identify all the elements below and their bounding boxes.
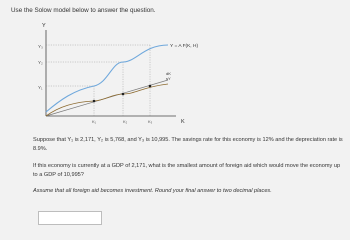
steady-state-point-k3: [149, 85, 152, 88]
question-intro: Use the Solow model below to answer the question.: [11, 7, 156, 14]
depreciation-label: dK: [166, 71, 171, 76]
question-paragraph-3: Assume that all foreign aid becomes investment. Round your final answer to two decimal places.: [33, 188, 272, 194]
x-tick-k3: K₃: [148, 119, 153, 124]
x-axis-label: K: [181, 119, 185, 125]
x-tick-k2: K₂: [123, 119, 128, 124]
investment-label: sY: [166, 76, 171, 81]
y-tick-y1: Y₁: [38, 85, 43, 90]
answer-input[interactable]: [38, 211, 102, 225]
question-paragraph-2: If this economy is currently at a GDP of 2,171, what is the smallest amount of foreign aid which would move the economy up to a GDP of 10,995?: [33, 163, 341, 178]
x-tick-k1: K₁: [92, 119, 97, 124]
production-curve: [46, 45, 168, 112]
steady-state-point-k1: [93, 100, 96, 103]
y-tick-y3: Y₃: [38, 44, 43, 49]
steady-state-point-k2: [122, 93, 125, 96]
y-axis-label: Y: [42, 23, 46, 29]
production-curve-label: Y = A F(K, H): [170, 44, 199, 49]
guide-lines: [46, 45, 150, 116]
investment-curve: [46, 84, 168, 116]
y-tick-y2: Y₂: [38, 60, 43, 65]
question-paragraph-1: Suppose that Y₁ is 2,171, Y₂ is 5,768, and Y₃ is 10,995. The savings rate for this economy is 12% and the depreciation rate is 8.9%.: [33, 137, 343, 152]
